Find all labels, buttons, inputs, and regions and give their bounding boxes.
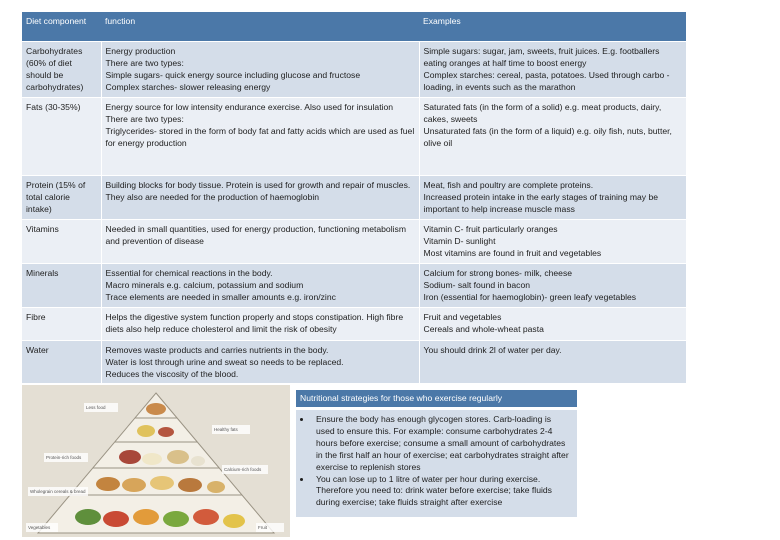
example-line: Fruit and vegetables [423,311,502,322]
table-row [22,307,686,340]
pyramid-label: Wholegrain cereals & bread [30,489,86,494]
row-function [101,220,419,264]
example-line: Meat, fish and poultry are complete proteins. [423,180,594,190]
row-examples [419,220,686,264]
pyramid-label: Less food [86,405,106,410]
food-pyramid-photo [22,385,290,537]
strategies-body [296,410,577,517]
example-line: You should drink 2l of water per day. [423,344,562,355]
table-row [22,176,686,220]
function-line: Needed in small quantities, used for energy production, functioning metabolism and prevention of disease [105,224,406,246]
strategy-item: • You can lose up to 1 litre of water per hour during exercise. Therefore you need to: drink water before exercise; take fluids during exercise; take fluids straight after exercise [312,474,571,510]
function-line: Water is lost through urine and sweat so needs to be replaced. [105,356,344,367]
function-line: Energy production [105,46,176,56]
function-line: Trace elements are needed in smaller amounts e.g. iron/zinc [105,291,336,302]
function-line: Triglycerides- stored in the form of body fat and fatty acids which are used as fuel for energy production [105,125,415,148]
row-function [101,42,419,98]
diet-table [22,12,686,384]
table-row [22,340,686,384]
pyramid-label: Fruit [258,525,267,530]
row-examples [419,264,686,308]
function-line: There are two types: [105,113,184,124]
function-line: Reduces the viscosity of the blood. [105,368,239,379]
function-line: Macro minerals e.g. calcium, potassium and sodium [105,279,304,290]
example-line: Most vitamins are found in fruit and vegetables [423,247,602,258]
nutritional-strategies-box [296,390,577,517]
row-function [101,98,419,176]
function-line: Essential for chemical reactions in the body. [105,268,273,278]
example-line: Vitamin C- fruit particularly oranges [423,224,558,234]
row-examples [419,98,686,176]
example-line: Vitamin D- sunlight [423,235,496,246]
row-component: Carbohydrates (60% of diet should be carbohydrates) [22,42,101,98]
row-component: Fibre [22,307,101,340]
strategies-list [302,414,571,509]
table-row [22,264,686,308]
row-component: Water [22,340,101,384]
function-line: Energy source for low intensity endurance exercise. Also used for insulation [105,102,394,112]
table-header-row [22,12,686,42]
example-line: Increased protein intake in the early stages of training may be important to help increase muscle mass [423,191,659,214]
row-function [101,340,419,384]
example-line: Saturated fats (in the form of a solid) e.g. meat products, dairy, cakes, sweets [423,102,662,124]
function-line: Helps the digestive system function properly and stops constipation. High fibre diets also help reduce cholesterol and limit the risk of obesity [105,311,404,334]
function-line: There are two types: [105,57,184,68]
row-component: Protein (15% of total calorie intake) [22,176,101,220]
pyramid-label: Calcium-rich foods [224,467,262,472]
example-line: Cereals and whole-wheat pasta [423,323,544,334]
example-line: Iron (essential for haemoglobin)- green leafy vegetables [423,291,637,302]
row-examples [419,176,686,220]
row-examples [419,340,686,384]
row-component: Minerals [22,264,101,308]
example-line: Simple sugars: sugar, jam, sweets, fruit juices. E.g. footballers eating oranges at half time to boost energy [423,46,660,68]
example-line: Complex starches: cereal, pasta, potatoes. Used through carbo -loading, in events such as the marathon [423,69,670,92]
function-line: Removes waste products and carries nutrients in the body. [105,344,329,355]
row-examples [419,42,686,98]
pyramid-label: Protein-rich foods [46,455,82,460]
strategy-item: • Ensure the body has enough glycogen stores. Carb-loading is used to ensure this. For example: consume carbohydrates 2-4 hours before exercise; consume a small amount of carbohydrates in the first half an hour of exercise; eat carbohydrates straight after exercise to replenish stores [312,414,571,474]
row-function [101,176,419,220]
row-function [101,264,419,308]
example-line: Unsaturated fats (in the form of a liquid) e.g. oily fish, nuts, butter, olive oil [423,125,672,148]
table-row [22,42,686,98]
example-line: Calcium for strong bones- milk, cheese [423,268,573,278]
pyramid-label: Vegetables [28,525,51,530]
header-diet-component: Diet component [22,12,101,42]
header-function: function [101,12,419,42]
header-examples: Examples [419,12,686,42]
table-row [22,98,686,176]
strategies-title: Nutritional strategies for those who exercise regularly [296,390,577,407]
function-line: Simple sugars- quick energy source including glucose and fructose [105,69,361,80]
row-function [101,307,419,340]
example-line: Sodium- salt found in bacon [423,279,531,290]
row-examples [419,307,686,340]
pyramid-label: Healthy fats [214,427,238,432]
row-component: Vitamins [22,220,101,264]
table-row [22,220,686,264]
function-line: Complex starches- slower releasing energy [105,81,271,92]
function-line: Building blocks for body tissue. Protein is used for growth and repair of muscles. They also are needed for the production of haemoglobin [105,180,411,202]
row-component: Fats (30-35%) [22,98,101,176]
